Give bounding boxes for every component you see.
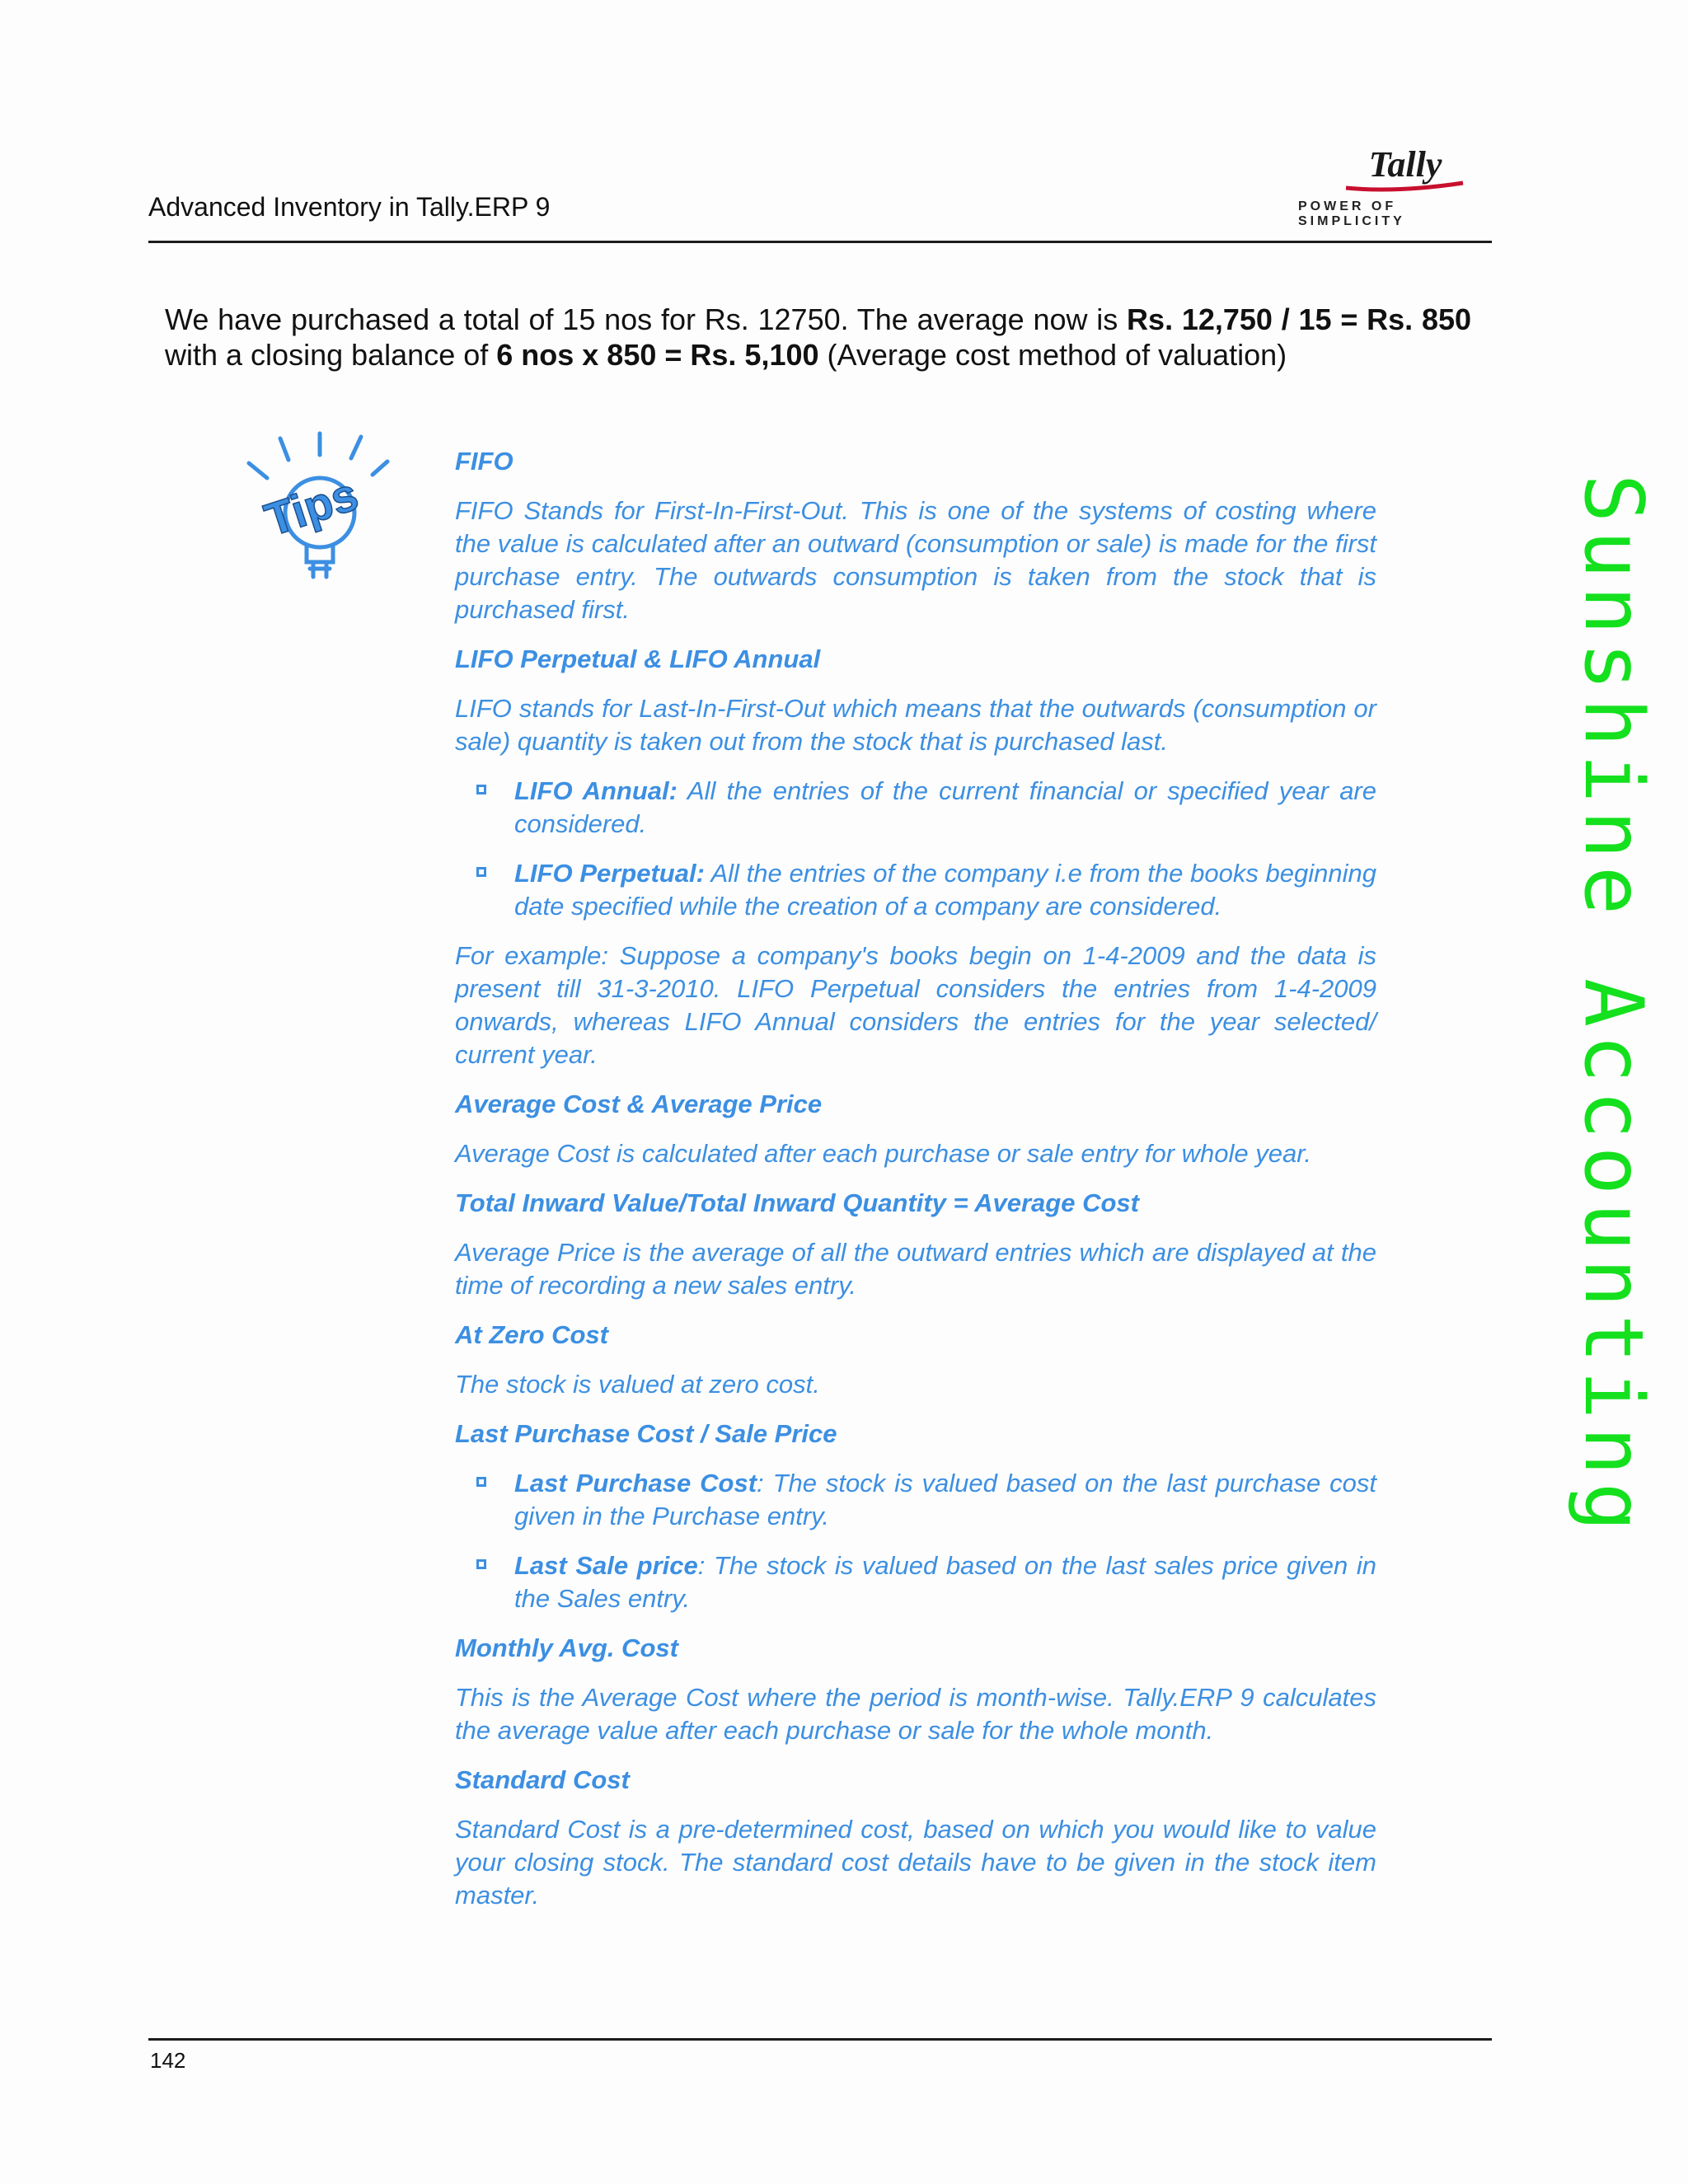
logo-wordmark: Tally: [1368, 144, 1442, 185]
last-purchase-bullet: [455, 1467, 1376, 1533]
intro-bold-1: Rs. 12,750 / 15 = Rs. 850: [1127, 302, 1472, 336]
intro-text-3: (Average cost method of valuation): [818, 338, 1287, 372]
intro-paragraph: [165, 302, 1471, 373]
header-title: Advanced Inventory in Tally.ERP 9: [148, 192, 551, 222]
average-cost-text: Average Cost is calculated after each purchase or sale entry for whole year.: [455, 1139, 1312, 1168]
average-heading: Average Cost & Average Price: [455, 1090, 823, 1118]
intro-bold-2: 6 nos x 850 = Rs. 5,100: [496, 338, 819, 372]
tips-box: [455, 445, 1376, 1929]
last-purchase-text: : The stock is valued based on the last purchase cost given in the Purchase entry.: [514, 1469, 1376, 1530]
monthly-avg-text: This is the Average Cost where the period is month-wise. Tally.ERP 9 calculates the average value after each purchase or sale for the whole month.: [455, 1683, 1376, 1745]
lifo-heading: LIFO Perpetual & LIFO Annual: [455, 644, 821, 673]
footer-rule: [148, 2038, 1492, 2041]
average-cost-formula: Total Inward Value/Total Inward Quantity = Average Cost: [455, 1188, 1139, 1217]
lifo-perpetual-label: LIFO Perpetual:: [514, 859, 705, 888]
lifo-annual-text: All the entries of the current financial or specified year are considered.: [514, 776, 1376, 838]
tally-logo-mark: [1339, 140, 1471, 198]
average-price-text: Average Price is the average of all the outward entries which are displayed at the time of recording a new sales entry.: [455, 1238, 1376, 1300]
tips-icon-label: Tips: [258, 467, 364, 546]
header-rule: [148, 241, 1492, 243]
lifo-perpetual-text: All the entries of the company i.e from the books beginning date specified while the creation of a company are considered.: [514, 859, 1376, 921]
lifo-text: LIFO stands for Last-In-First-Out which means that the outwards (consumption or sale) quantity is taken out from the stock that is purchased last.: [455, 694, 1376, 756]
monthly-avg-heading: Monthly Avg. Cost: [455, 1633, 678, 1662]
last-sale-label: Last Sale price: [514, 1551, 698, 1580]
logo-tagline: POWER OF SIMPLICITY: [1298, 199, 1405, 228]
tally-logo: [1298, 140, 1504, 231]
fifo-text: FIFO Stands for First-In-First-Out. This is one of the systems of costing where the value is calculated after an outward (consumption or sale) is made for the first purchase entry. The outwards consumption is taken from the stock that is purchased first.: [455, 496, 1376, 624]
lifo-example-text: For example: Suppose a company's books begin on 1-4-2009 and the data is present till 31-3-2010. LIFO Perpetual considers the entries from 1-4-2009 onwards, whereas LIFO Annual considers the entries for the year selected/ current year.: [455, 941, 1376, 1069]
watermark-text: Sunshine Accounting: [1566, 474, 1660, 1540]
last-cost-heading: Last Purchase Cost / Sale Price: [455, 1419, 837, 1448]
page-number: 142: [150, 2048, 186, 2073]
intro-text-1: We have purchased a total of 15 nos for Rs. 12750. The average now is: [165, 302, 1128, 336]
standard-cost-text: Standard Cost is a pre-determined cost, based on which you would like to value your closing stock. The standard cost details have to be given in the stock item master.: [455, 1815, 1376, 1910]
last-sale-text: : The stock is valued based on the last sales price given in the Sales entry.: [514, 1551, 1376, 1613]
tips-bulb-icon: [237, 430, 394, 587]
lifo-perpetual-bullet: [455, 857, 1376, 923]
lifo-annual-bullet: [455, 775, 1376, 841]
lifo-annual-label: LIFO Annual:: [514, 776, 678, 805]
last-sale-bullet: [455, 1549, 1376, 1615]
last-purchase-label: Last Purchase Cost: [514, 1469, 757, 1497]
fifo-heading: FIFO: [455, 447, 513, 476]
standard-cost-heading: Standard Cost: [455, 1765, 630, 1794]
zero-cost-text: The stock is valued at zero cost.: [455, 1370, 820, 1399]
intro-text-2: with a closing balance of: [165, 338, 497, 372]
zero-cost-heading: At Zero Cost: [455, 1320, 608, 1349]
